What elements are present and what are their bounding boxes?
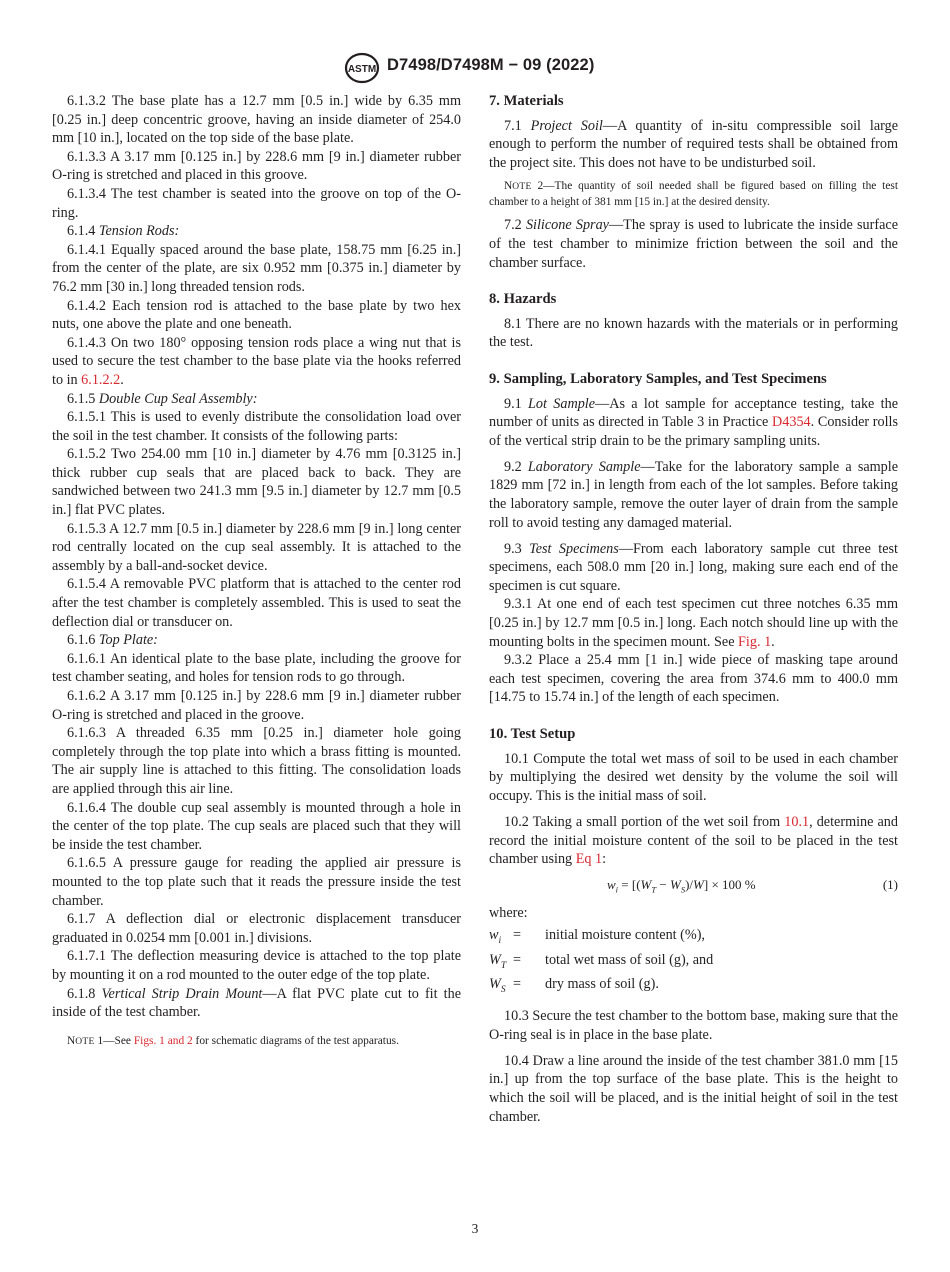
paragraph-6-1-6-5: 6.1.6.5 A pressure gauge for reading the applied air pressure is mounted to the top plate such that it reads the pressure inside the test chamber. <box>52 855 461 909</box>
paragraph-7-2: 7.2 Silicone Spray—The spray is used to lubricate the inside surface of the test chamber to minimize friction between the soil and the chamber surface. <box>489 217 898 271</box>
left-column <box>52 92 461 1056</box>
paragraph-6-1-6-2: 6.1.6.2 A 3.17 mm [0.125 in.] by 228.6 mm [9 in.] diameter rubber O-ring is stretched and placed in the groove. <box>52 688 461 723</box>
equation-number: (1) <box>882 876 898 892</box>
link-d4354[interactable]: D4354 <box>772 414 811 431</box>
paragraph-6-1-4-2: 6.1.4.2 Each tension rod is attached to the base plate by two hex nuts, one above the plate and one beneath. <box>52 297 461 333</box>
definition-row: $W_S$ = dry mass of soil (g). <box>489 976 659 995</box>
definition-row: $w_i$ = initial moisture content (%), <box>489 927 705 947</box>
paragraph-6-1-3-3: 6.1.3.3 A 3.17 mm [0.125 in.] by 228.6 mm [9 in.] diameter rubber O-ring is stretched and placed in this groove. <box>52 148 461 184</box>
paragraph-6-1-5: 6.1.5 Double Cup Seal Assembly: <box>67 390 258 407</box>
paragraph-6-1-6-4: 6.1.6.4 The double cup seal assembly is mounted through a hole in the center of the top plate. The cup seals are placed such that they will be inside the test chamber. <box>52 799 461 853</box>
astm-logo-icon <box>344 52 380 84</box>
link-eq-1[interactable]: Eq 1 <box>575 851 603 868</box>
section-10-heading: 10. Test Setup <box>489 726 576 743</box>
paragraph-6-1-5-1: 6.1.5.1 This is used to evenly distribute the consolidation load over the soil in the test chamber. It consists of the following parts: <box>52 409 461 444</box>
paragraph-6-1-7-1: 6.1.7.1 The deflection measuring device is attached to the top plate by mounting it on a rod mounted to the outer edge of the top plate. <box>52 948 461 983</box>
note-2: NOTE 2—The quantity of soil needed shall be figured based on filling the test chamber to a height of 381 mm [15 in.] at the desired density. <box>489 180 898 208</box>
paragraph-6-1-3-4: 6.1.3.4 The test chamber is seated into the groove on top of the O-ring. <box>52 185 461 221</box>
section-9-heading: 9. Sampling, Laboratory Samples, and Test Specimens <box>489 370 827 387</box>
paragraph-6-1-6-1: 6.1.6.1 An identical plate to the base plate, including the groove for test chamber seating, and holes for tension rods to go through. <box>52 650 461 686</box>
paragraph-9-1: 9.1 Lot Sample—As a lot sample for acceptance testing, take the number of units as directed in Table 3 in Practice D4354. Consider rolls of the vertical strip drain to be the primary sampling units. <box>489 395 899 449</box>
paragraph-6-1-4-3: 6.1.4.3 On two 180° opposing tension rods place a wing nut that is used to secure the test chamber to the base plate via the hooks referred to in 6.1.2.2. <box>52 334 461 388</box>
paragraph-6-1-8: 6.1.8 Vertical Strip Drain Mount—A flat PVC plate cut to fit the inside of the test chamber. <box>52 985 461 1021</box>
page-number: 3 <box>471 1221 479 1236</box>
link-6-1-2-2[interactable]: 6.1.2.2 <box>81 371 121 388</box>
paragraph-6-1-6: 6.1.6 Top Plate: <box>67 632 158 649</box>
paragraph-6-1-4: 6.1.4 Tension Rods: <box>67 223 180 240</box>
paragraph-10-1: 10.1 Compute the total wet mass of soil to be used in each chamber by multiplying the desired wet density by the volume the soil will occupy. This is the initial mass of soil. <box>489 750 898 804</box>
paragraph-6-1-4-1: 6.1.4.1 Equally spaced around the base plate, 158.75 mm [6.25 in.] from the center of the plate, are six 0.952 mm [0.375 in.] diameter by 76.2 mm [30 in.] long threaded tension rods. <box>52 241 461 295</box>
paragraph-10-2: 10.2 Taking a small portion of the wet soil from 10.1, determine and record the initial moisture content of the soil to be placed in the test chamber using Eq 1: <box>489 813 898 868</box>
paragraph-6-1-6-3: 6.1.6.3 A threaded 6.35 mm [0.25 in.] diameter hole going completely through the top plate into which a brass fitting is mounted. The air supply line is attached to this fitting. The consolidation loads are applied through this air line. <box>52 725 461 797</box>
paragraph-9-3-1: 9.3.1 At one end of each test specimen cut three notches 6.35 mm [0.25 in.] by 12.7 mm [0.5 in.] long. Each notch should line up with the mounting bolts in the specimen mount. See Fig. 1. <box>489 596 898 650</box>
link-10-1[interactable]: 10.1 <box>784 813 810 830</box>
paragraph-9-3-2: 9.3.2 Place a 25.4 mm [1 in.] wide piece of masking tape around each test specimen, covering the area from 374.6 mm to 400.0 mm [14.75 to 15.74 in.] of the length of each specimen. <box>489 652 898 706</box>
paragraph-6-1-7: 6.1.7 A deflection dial or electronic displacement transducer graduated in 0.0254 mm [0.001 in.] divisions. <box>52 911 461 946</box>
link-figs-1-and-2[interactable]: Figs. 1 and 2 <box>133 1034 193 1047</box>
section-8-heading: 8. Hazards <box>489 291 557 308</box>
standard-designation: D7498/D7498M − 09 (2022) <box>387 56 595 74</box>
svg-text:ASTM: ASTM <box>347 64 377 75</box>
right-column <box>489 92 898 1126</box>
paragraph-9-3: 9.3 Test Specimens—From each laboratory sample cut three test specimens, each 508.0 mm [20 in.] long, making sure each end of the specimen is cut square. <box>489 540 899 594</box>
paragraph-6-1-5-3: 6.1.5.3 A 12.7 mm [0.5 in.] diameter by 228.6 mm [9 in.] long center rod centrally located on the cup seal assembly. It is attached to the assembly by a ball-and-socket device. <box>52 520 461 574</box>
where-label: where: <box>489 904 528 921</box>
paragraph-6-1-5-2: 6.1.5.2 Two 254.00 mm [10 in.] diameter by 4.76 mm [0.3125 in.] thick rubber cup seals that are placed back to back. They are sandwiched between two 241.3 mm [9.5 in.] diameter by 12.7 mm [0.5 in.] flat PVC plates. <box>52 446 461 519</box>
equation-expression: $w_i = [(W_T - W_S)/W] \times 100$ % <box>607 876 756 895</box>
equation-1 <box>489 874 898 898</box>
link-fig-1[interactable]: Fig. 1 <box>738 633 772 650</box>
paragraph-10-4: 10.4 Draw a line around the inside of the test chamber 381.0 mm [15 in.] up from the top surface of the base plate. This is the height to which the soil will be placed, and is the initial height of soil in the test chamber. <box>489 1052 898 1125</box>
definition-row: $W_T$ = total wet mass of soil (g), and <box>489 951 714 971</box>
paragraph-8-1: 8.1 There are no known hazards with the materials or in performing the test. <box>489 315 898 351</box>
paragraph-9-2: 9.2 Laboratory Sample—Take for the laboratory sample a sample 1829 mm [72 in.] in length from each of the lot samples. Before taking the laboratory sample, remove the outer layer of drain from the sample roll to avoid testing any damaged material. <box>489 458 899 531</box>
page-header <box>0 52 950 86</box>
section-7-heading: 7. Materials <box>489 93 564 109</box>
note-1: NOTE 1—See Figs. 1 and 2 for schematic diagrams of the test apparatus. <box>67 1034 399 1047</box>
paragraph-6-1-5-4: 6.1.5.4 A removable PVC platform that is attached to the center rod after the test chamber is completely assembled. This is used to seat the deflection dial or transducer on. <box>52 576 461 630</box>
paragraph-6-1-3-2: 6.1.3.2 The base plate has a 12.7 mm [0.5 in.] wide by 6.35 mm [0.25 in.] deep concentric groove, having an inside diameter of 254.0 mm [10 in.], located on the top side of the base plate. <box>52 93 461 147</box>
paragraph-10-3: 10.3 Secure the test chamber to the bottom base, making sure that the O-ring seal is in place in the base plate. <box>489 1008 898 1043</box>
variable-definitions <box>489 926 898 999</box>
paragraph-7-1: 7.1 Project Soil—A quantity of in-situ compressible soil large enough to perform the number of required tests shall be obtained from the project site. This does not have to be undisturbed soil. <box>489 117 899 171</box>
